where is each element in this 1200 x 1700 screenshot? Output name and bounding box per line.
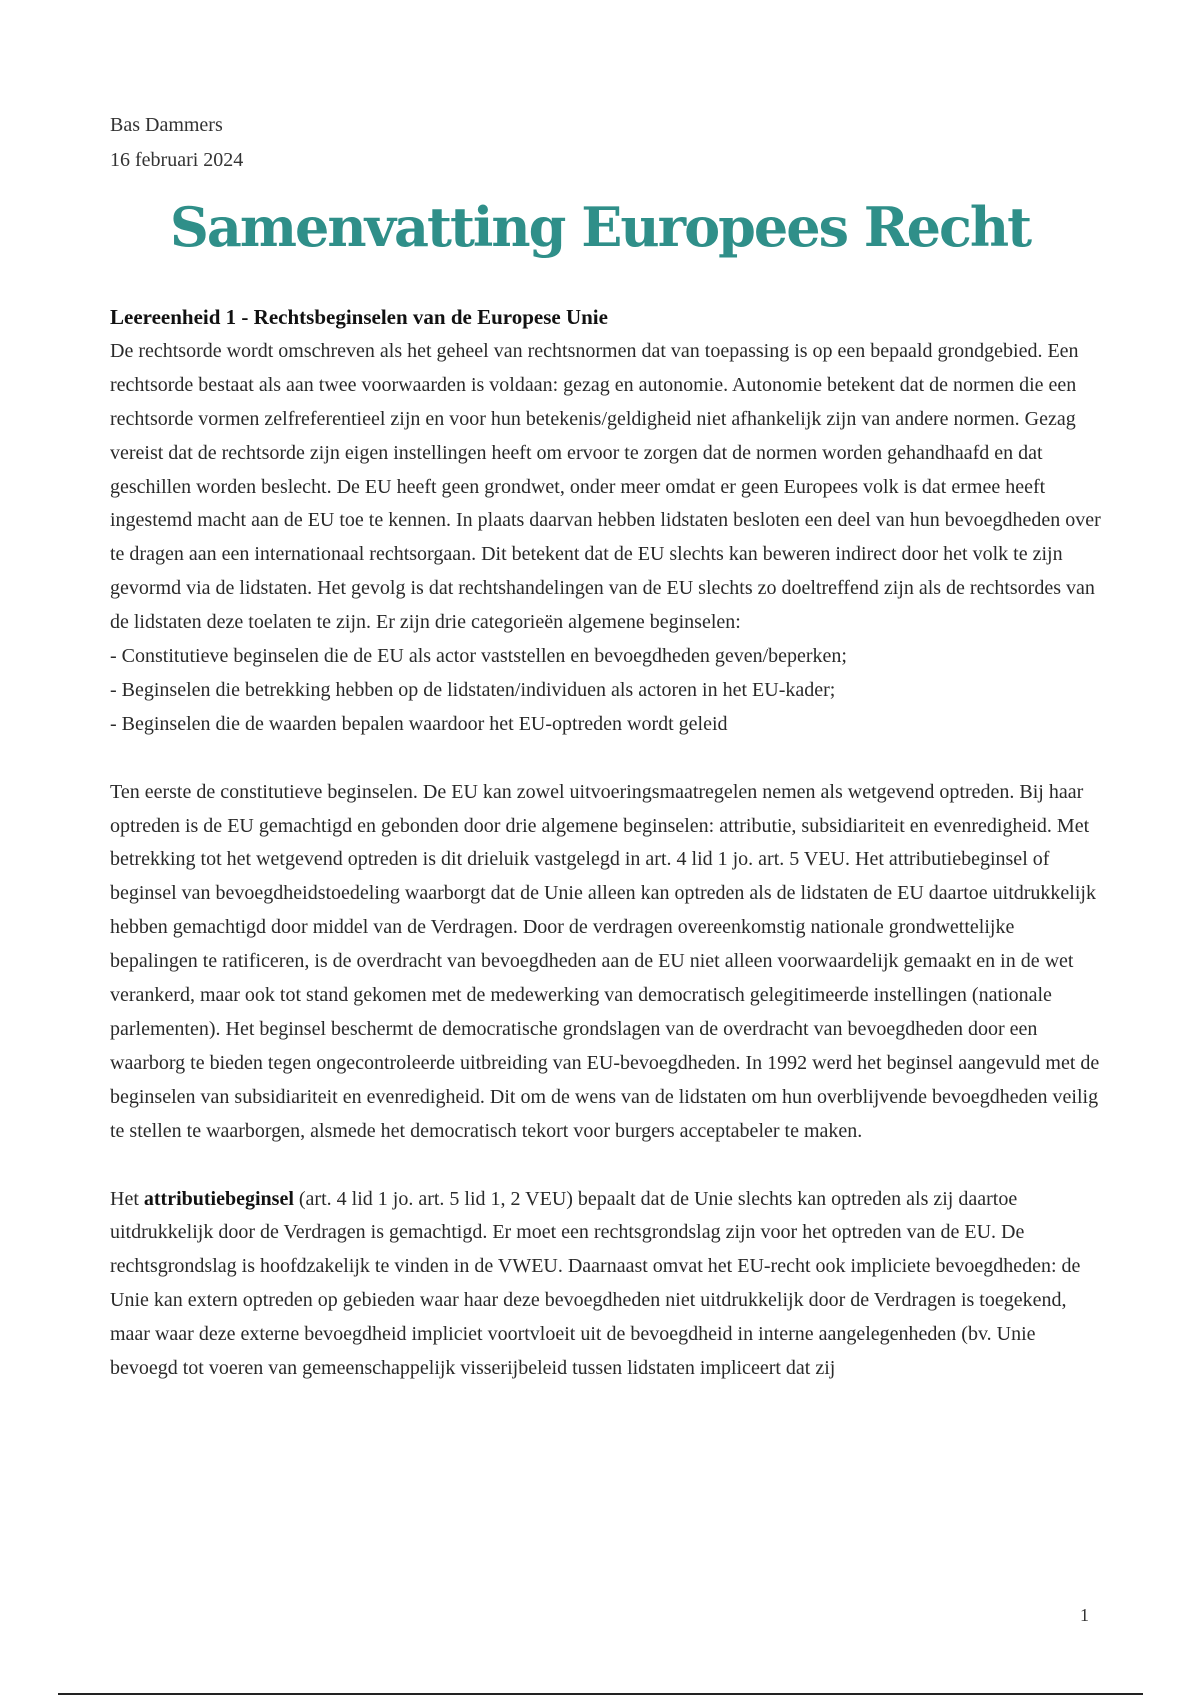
document-title: Samenvatting Europees Recht [169, 195, 1031, 259]
list-item: - Constitutieve beginselen die de EU als actor vaststellen en bevoegdheden geven/beperken; [110, 645, 847, 668]
document-body [110, 301, 1102, 1386]
page-number: 1 [1080, 1605, 1089, 1625]
section-heading: Leereenheid 1 - Rechtsbeginselen van de Europese Unie [110, 305, 608, 329]
paragraph-body-text: (art. 4 lid 1 jo. art. 5 lid 1, 2 VEU) bepaalt dat de Unie slechts kan optreden als zij daartoe uitdrukkelijk door de Verdragen is gemachtigd. Er moet een rechtsgrondslag zijn voor het optreden van de EU. De rechtsgrondslag is hoofdzakelijk te vinden in de VWEU. Daarnaast omvat het EU-recht ook impliciete bevoegdheden: de Unie kan extern optreden op gebieden waar haar deze bevoegdheden niet uitdrukkelijk door de Verdragen is toegekend, maar waar deze externe bevoegdheid impliciet voortvloeit uit de bevoegdheid in interne aangelegenheden (bv. Unie bevoegd tot voeren van gemeenschappelijk visserijbeleid tussen lidstaten impliceert dat zij [110, 1187, 1081, 1380]
list-item: - Beginselen die betrekking hebben op de lidstaten/individuen als actoren in het EU-kader; [110, 678, 836, 701]
document-date: 16 februari 2024 [110, 149, 244, 171]
page-bottom-rule [58, 1693, 1143, 1695]
bold-term: attributiebeginsel [143, 1187, 294, 1210]
attribution-principle-paragraph [110, 1183, 1102, 1386]
document-meta [110, 108, 243, 178]
intro-paragraph: De rechtsorde wordt omschreven als het geheel van rechtsnormen dat van toepassing is op een bepaald grondgebied. Een rechtsorde bestaat als aan twee voorwaarden is voldaan: gezag en autonomie. Autonomie betekent dat de normen die een rechtsorde vormen zelfreferentieel zijn en voor hun betekenis/geldigheid niet afhankelijk zijn van andere normen. Gezag vereist dat de rechtsorde zijn eigen instellingen heeft om ervoor te zorgen dat de normen worden gehandhaafd en dat geschillen worden beslecht. De EU heeft geen grondwet, onder meer omdat er geen Europees volk is dat ermee heeft ingestemd macht aan de EU toe te kennen. In plaats daarvan hebben lidstaten besloten een deel van hun bevoegdheden over te dragen aan een internationaal rechtsorgaan. Dit betekent dat de EU slechts kan beweren indirect door het volk te zijn gevormd via de lidstaten. Het gevolg is dat rechtshandelingen van de EU slechts zo doeltreffend zijn als de rechtsordes van de lidstaten deze toelaten te zijn. Er zijn drie categorieën algemene beginselen: [110, 339, 1101, 634]
constitutive-principles-paragraph: Ten eerste de constitutieve beginselen. De EU kan zowel uitvoeringsmaatregelen nemen als wetgevend optreden. Bij haar optreden is de EU gemachtigd en gebonden door drie algemene beginselen: attributie, subsidiariteit en evenredigheid. Met betrekking tot het wetgevend optreden is dit drieluik vastgelegd in art. 4 lid 1 jo. art. 5 VEU. Het attributiebeginsel of beginsel van bevoegdheidstoedeling waarborgt dat de Unie alleen kan optreden als de lidstaten de EU daartoe uitdrukkelijk hebben gemachtigd door middel van de Verdragen. Door de verdragen overeenkomstig nationale grondwettelijke bepalingen te ratificeren, is de overdracht van bevoegdheden aan de EU niet alleen voorwaardelijk gemaakt en in de wet verankerd, maar ook tot stand gekomen met de medewerking van democratisch gelegitimeerde instellingen (nationale parlementen). Het beginsel beschermt de democratische grondslagen van de overdracht van bevoegdheden door een waarborg te bieden tegen ongecontroleerde uitbreiding van EU-bevoegdheden. In 1992 werd het beginsel aangevuld met de beginselen van subsidiariteit en evenredigheid. Dit om de wens van de lidstaten om hun overblijvende bevoegdheden veilig te stellen te waarborgen, alsmede het democratisch tekort voor burgers acceptabeler te maken. [110, 780, 1100, 1142]
paragraph-lead-text: Het [110, 1187, 144, 1210]
author-name: Bas Dammers [110, 114, 223, 136]
paragraph-gap [110, 1149, 1102, 1183]
paragraph-gap [110, 742, 1102, 776]
list-item: - Beginselen die de waarden bepalen waardoor het EU-optreden wordt geleid [110, 712, 728, 735]
